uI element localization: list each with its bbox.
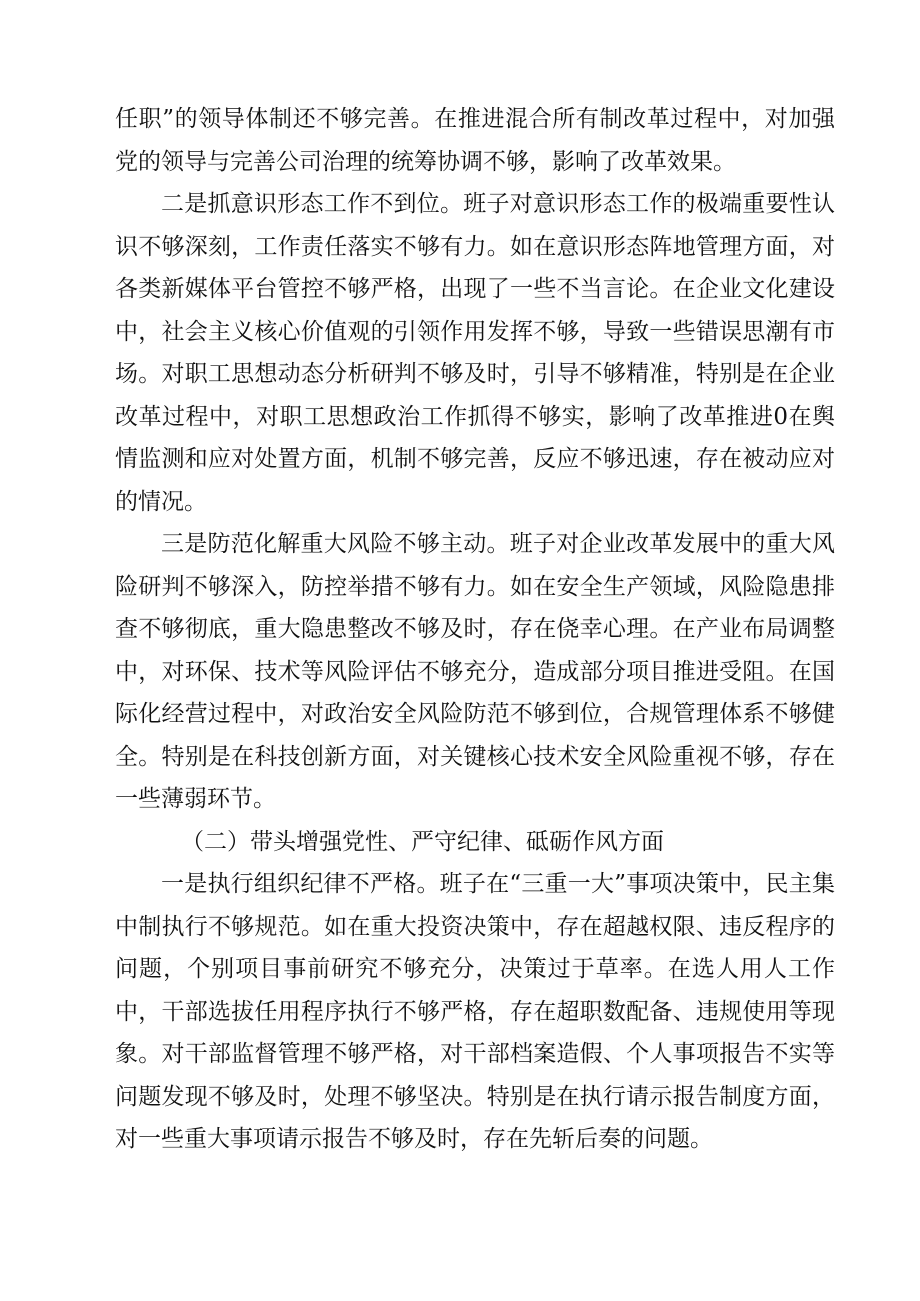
section-heading: （二）带头增强党性、严守纪律、砥砺作风方面 (181, 828, 664, 855)
paragraph-continuation: 任职”的领导体制还不够完善。在推进混合所有制改革过程中，对加强党的领导与完善公司治理的统筹协调不够，影响了改革效果。 (115, 106, 835, 175)
paragraph-discipline: 一是执行组织纪律不严格。班子在“三重一大”事项决策中，民主集中制执行不够规范。如在重大投资决策中，存在超越权限、违反程序的问题，个别项目事前研究不够充分，决策过于草率。在选人用人工作中，干部选拔任用程序执行不够严格，存在超职数配备、违规使用等现象。对干部监督管理不够严格，对干部档案造假、个人事项报告不实等问题发现不够及时，处理不够坚决。特别是在执行请示报告制度方面，对一些重大事项请示报告不够及时，存在先斩后奏的问题。 (115, 871, 835, 1152)
paragraph-ideology: 二是抓意识形态工作不到位。班子对意识形态工作的极端重要性认识不够深刻，工作责任落实不够有力。如在意识形态阵地管理方面，对各类新媒体平台管控不够严格，出现了一些不当言论。在企业文化建设中，社会主义核心价值观的引领作用发挥不够，导致一些错误思潮有市场。对职工思想动态分析研判不够及时，引导不够精准，特别是在企业改革过程中，对职工思想政治工作抓得不够实，影响了改革推进0在舆情监测和应对处置方面，机制不够完善，反应不够迅速，存在被动应对的情况。 (115, 191, 835, 515)
document-page (115, 98, 835, 1161)
paragraph-risk: 三是防范化解重大风险不够主动。班子对企业改革发展中的重大风险研判不够深入，防控举措不够有力。如在安全生产领域，风险隐患排查不够彻底，重大隐患整改不够及时，存在侥幸心理。在产业布局调整中，对环保、技术等风险评估不够充分，造成部分项目推进受阻。在国际化经营过程中，对政治安全风险防范不够到位，合规管理体系不够健全。特别是在科技创新方面，对关键核心技术安全风险重视不够，存在一些薄弱环节。 (115, 531, 835, 812)
